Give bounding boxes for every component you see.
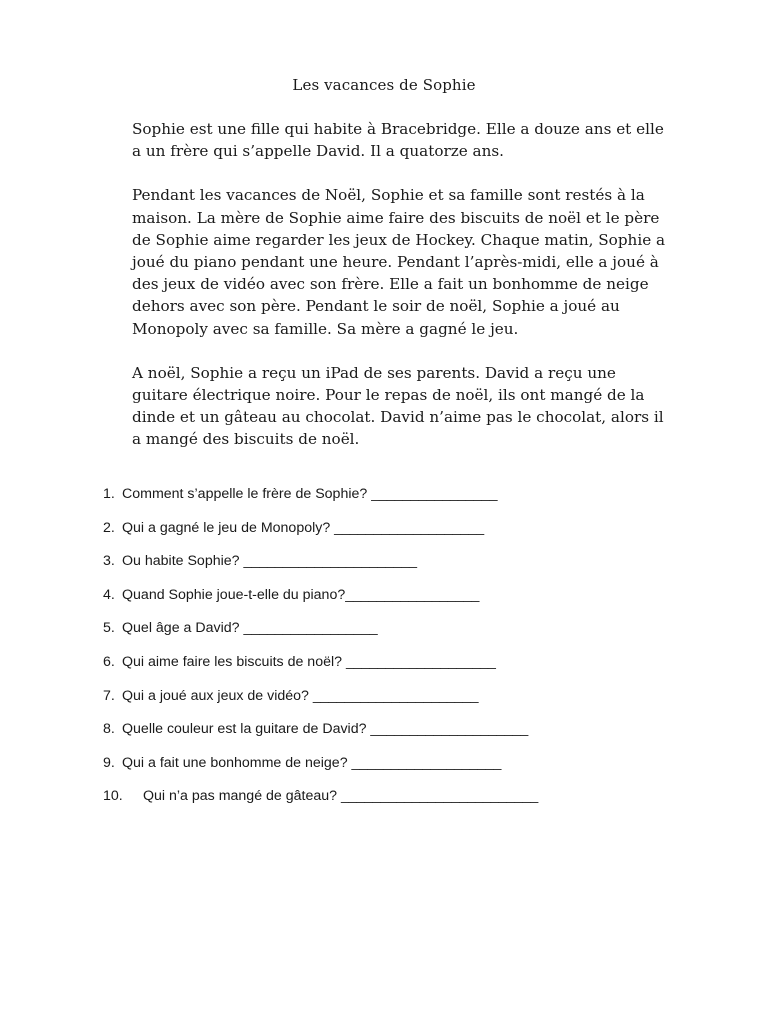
story-line: dinde et un gâteau au chocolat. David n’aime pas le chocolat, alors il — [132, 408, 664, 427]
story-line: a mangé des biscuits de noël. — [132, 430, 360, 449]
story-line: Pendant les vacances de Noël, Sophie et sa famille sont restés à la — [132, 186, 645, 205]
story-line: a un frère qui s’appelle David. Il a quatorze ans. — [132, 142, 504, 161]
story-line: des jeux de vidéo avec son frère. Elle a fait un bonhomme de neige — [132, 275, 649, 294]
question-item — [103, 585, 703, 619]
question-text: Qui a joué aux jeux de vidéo? _____________________ — [122, 687, 479, 704]
story-text — [132, 118, 666, 473]
question-item — [103, 686, 703, 720]
question-number: 1. — [103, 486, 115, 502]
question-item — [103, 518, 703, 552]
story-line: guitare électrique noire. Pour le repas de noël, ils ont mangé de la — [132, 386, 645, 405]
question-text: Qui n’a pas mangé de gâteau? _________________________ — [143, 788, 539, 805]
question-item — [103, 652, 703, 686]
story-paragraph — [132, 362, 664, 451]
story-paragraph — [132, 118, 664, 162]
question-item — [103, 551, 703, 585]
question-item — [103, 618, 703, 652]
question-text: Qui a gagné le jeu de Monopoly? ___________________ — [122, 519, 485, 536]
question-text: Quel âge a David? _________________ — [122, 620, 378, 637]
question-number: 2. — [103, 519, 115, 536]
question-number: 3. — [103, 553, 115, 570]
story-line: Monopoly avec sa famille. Sa mère a gagné le jeu. — [132, 319, 519, 338]
question-list — [103, 484, 703, 820]
story-line: dehors avec son père. Pendant le soir de noël, Sophie a joué au — [132, 297, 620, 316]
page-title: Les vacances de Sophie — [292, 76, 476, 94]
question-number: 7. — [103, 687, 115, 704]
question-number: 8. — [103, 721, 115, 738]
question-item — [103, 719, 703, 753]
story-line: maison. La mère de Sophie aime faire des biscuits de noël et le père — [132, 208, 660, 227]
question-item — [103, 786, 703, 820]
question-item — [103, 484, 703, 518]
story-line: Sophie est une fille qui habite à Bracebridge. Elle a douze ans et elle — [132, 120, 664, 138]
question-number: 4. — [103, 586, 115, 603]
question-text: Ou habite Sophie? ______________________ — [122, 553, 418, 570]
story-paragraph — [132, 184, 666, 339]
question-text: Quand Sophie joue-t-elle du piano?_________________ — [122, 586, 480, 603]
question-text: Qui a fait une bonhomme de neige? ___________________ — [122, 754, 502, 771]
question-text: Comment s’appelle le frère de Sophie? ________________ — [122, 486, 498, 502]
question-item — [103, 753, 703, 787]
question-number: 9. — [103, 754, 115, 771]
story-line: de Sophie aime regarder les jeux de Hockey. Chaque matin, Sophie a — [132, 230, 666, 249]
question-number: 6. — [103, 653, 115, 670]
story-line: A noël, Sophie a reçu un iPad de ses parents. David a reçu une — [132, 363, 616, 382]
question-text: Quelle couleur est la guitare de David? ____________________ — [122, 721, 529, 738]
story-line: joué du piano pendant une heure. Pendant l’après-midi, elle a joué à — [132, 253, 659, 272]
question-number: 5. — [103, 620, 115, 637]
question-text: Qui aime faire les biscuits de noël? ___________________ — [122, 653, 496, 670]
question-number: 10. — [103, 788, 123, 805]
